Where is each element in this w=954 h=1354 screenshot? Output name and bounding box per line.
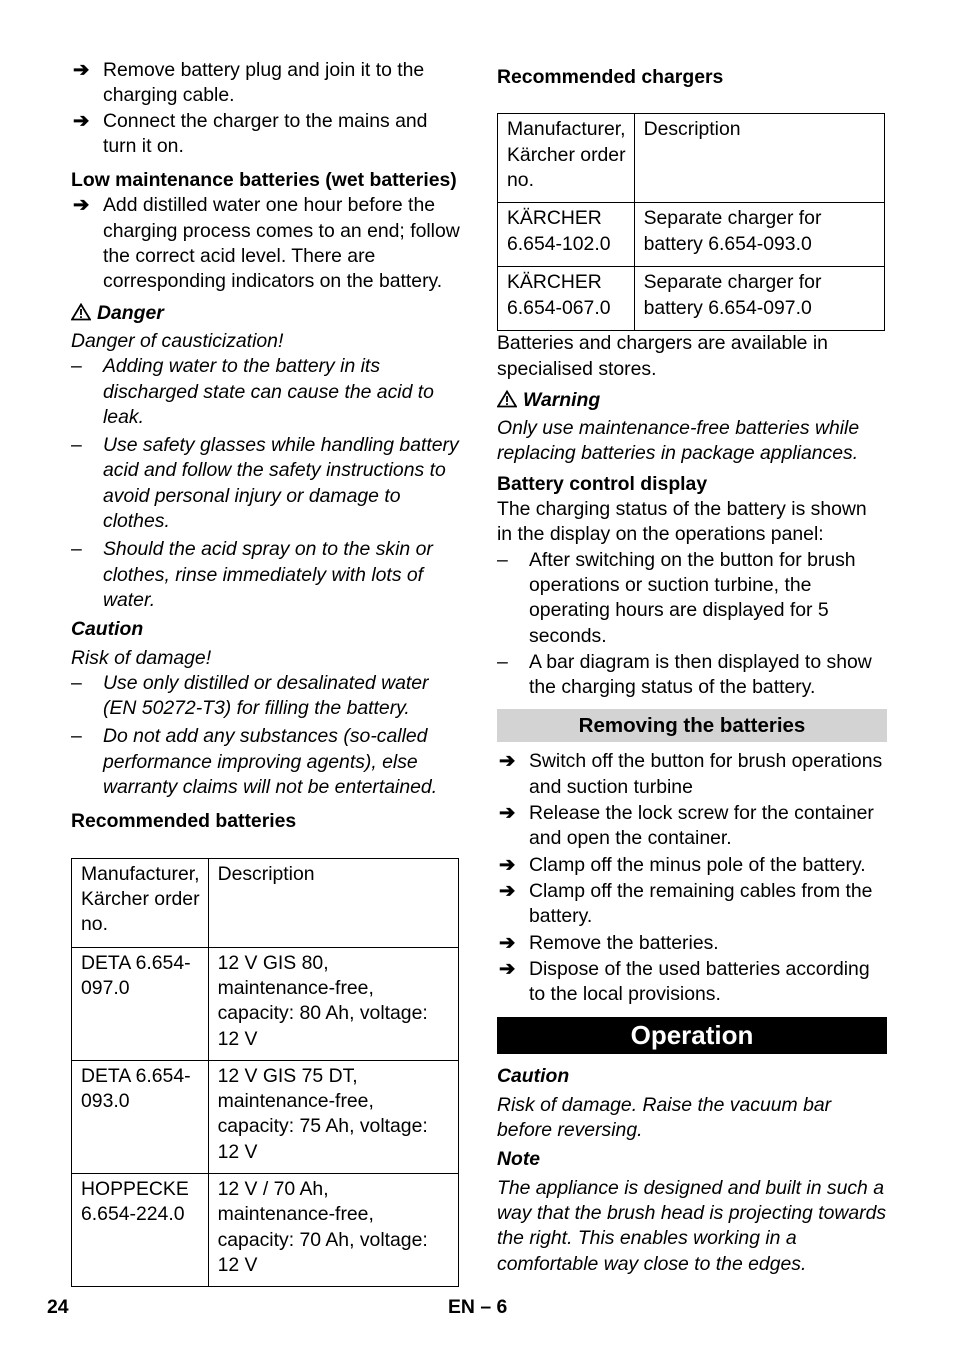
right-column: [497, 65, 887, 1277]
caution-item: – Use only distilled or desalinated water (EN 50272-T3) for filling the battery.: [71, 671, 429, 720]
display-heading: Battery control display: [497, 472, 708, 495]
table-cell: 12 V / 70 Ah, maintenance-free, capacity: 70 Ah, voltage: 12 V: [208, 1173, 458, 1286]
section-title-operation: Operation: [497, 1017, 887, 1054]
table-header-cell: Manufacturer, Kärcher order no.: [72, 858, 209, 947]
left-column: [71, 58, 461, 1287]
chargers-heading: Recommended chargers: [497, 66, 724, 88]
caution-label: Caution: [497, 1065, 570, 1088]
note-text: The appliance is designed and built in such a way that the brush head is projecting towards the right. This enables working in a comfortable way close to the edges.: [497, 1176, 887, 1275]
arrow-right-icon: ➔: [499, 853, 516, 876]
caution-text: Risk of damage. Raise the vacuum bar before reversing.: [497, 1093, 832, 1142]
table-header-row: [498, 114, 885, 203]
step-item: ➔ Connect the charger to the mains and turn it on.: [73, 109, 428, 157]
table-cell: Separate charger for battery 6.654-097.0: [634, 267, 884, 331]
arrow-right-icon: ➔: [499, 957, 516, 980]
batteries-table: [71, 858, 459, 1288]
display-item: – A bar diagram is then displayed to show the charging status of the battery.: [497, 650, 872, 699]
caution-label: Caution: [71, 618, 144, 641]
warning-triangle-icon: [71, 303, 91, 321]
table-header-cell: Description: [634, 114, 884, 203]
table-cell: 12 V GIS 75 DT, maintenance-free, capacity: 75 Ah, voltage: 12 V: [208, 1060, 458, 1173]
warning-label: Warning: [497, 388, 887, 413]
table-row: [72, 1173, 459, 1286]
page-number: 24: [47, 1296, 69, 1318]
warning-text: Only use maintenance-free batteries while replacing batteries in package appliances.: [497, 417, 860, 465]
arrow-right-icon: ➔: [499, 802, 516, 825]
step-item: ➔ Switch off the button for brush operations and suction turbine: [499, 750, 883, 798]
table-header-cell: Description: [208, 858, 458, 947]
table-header-row: [72, 858, 459, 947]
step-item: ➔ Clamp off the minus pole of the battery.: [497, 853, 887, 878]
display-intro: The charging status of the battery is shown in the display on the operations panel:: [497, 498, 867, 546]
arrow-right-icon: ➔: [73, 59, 90, 81]
arrow-right-icon: ➔: [499, 931, 516, 954]
table-cell: HOPPECKE 6.654-224.0: [72, 1173, 209, 1286]
dash-bullet: –: [497, 650, 508, 673]
table-row: [72, 1060, 459, 1173]
danger-intro: Danger of causticization!: [71, 329, 284, 352]
step-item: ➔ Remove battery plug and join it to the charging cable.: [73, 59, 425, 107]
section-title-removing: Removing the batteries: [497, 709, 887, 742]
availability-text: Batteries and chargers are available in specialised stores.: [497, 332, 828, 380]
step-item: ➔ Dispose of the used batteries according to the local provisions.: [499, 957, 870, 1006]
note-label: Note: [497, 1148, 541, 1171]
table-row: [498, 267, 885, 331]
table-row: [72, 947, 459, 1060]
table-header-cell: Manufacturer, Kärcher order no.: [498, 114, 635, 203]
step-item: ➔ Release the lock screw for the container and open the container.: [499, 802, 874, 850]
table-cell: KÄRCHER 6.654-102.0: [498, 203, 635, 267]
warning-triangle-icon: [497, 390, 517, 408]
dash-bullet: –: [71, 434, 82, 457]
section-heading: Low maintenance batteries (wet batteries): [71, 169, 457, 192]
dash-bullet: –: [71, 355, 82, 378]
dash-bullet: –: [497, 548, 508, 571]
danger-label: Danger: [71, 301, 461, 326]
chargers-table: [497, 113, 885, 331]
step-item: ➔ Remove the batteries.: [497, 931, 887, 956]
arrow-right-icon: ➔: [499, 750, 516, 773]
table-cell: KÄRCHER 6.654-067.0: [498, 267, 635, 331]
step-item: ➔ Clamp off the remaining cables from the battery.: [499, 879, 873, 928]
arrow-right-icon: ➔: [499, 879, 516, 902]
arrow-right-icon: ➔: [73, 194, 90, 217]
batteries-heading: Recommended batteries: [71, 810, 297, 833]
page-code: EN – 6: [448, 1296, 508, 1318]
table-row: [498, 203, 885, 267]
arrow-right-icon: ➔: [73, 109, 90, 132]
step-item: ➔ Add distilled water one hour before the charging process comes to an end; follow the correct acid level. There are corresponding indicators on the battery.: [73, 194, 460, 293]
danger-item: – Should the acid spray on to the skin or clothes, rinse immediately with lots of water.: [71, 538, 433, 611]
danger-item: – Adding water to the battery in its discharged state can cause the acid to leak.: [71, 355, 434, 428]
removing-steps: [497, 749, 887, 1007]
caution-item: – Do not add any substances (so-called performance improving agents), else warranty claims will not be entertained.: [71, 725, 438, 799]
table-cell: DETA 6.654-093.0: [72, 1060, 209, 1173]
danger-item: – Use safety glasses while handling battery acid and follow the safety instructions to avoid personal injury or damage to clothes.: [71, 434, 459, 533]
table-cell: Separate charger for battery 6.654-093.0: [634, 203, 884, 267]
display-item: – After switching on the button for brush operations or suction turbine, the operating hours are displayed for 5 seconds.: [497, 548, 856, 647]
dash-bullet: –: [71, 671, 82, 694]
caution-intro: Risk of damage!: [71, 646, 212, 669]
table-cell: 12 V GIS 80, maintenance-free, capacity: 80 Ah, voltage: 12 V: [208, 947, 458, 1060]
dash-bullet: –: [71, 725, 82, 748]
table-cell: DETA 6.654-097.0: [72, 947, 209, 1060]
dash-bullet: –: [71, 538, 82, 561]
